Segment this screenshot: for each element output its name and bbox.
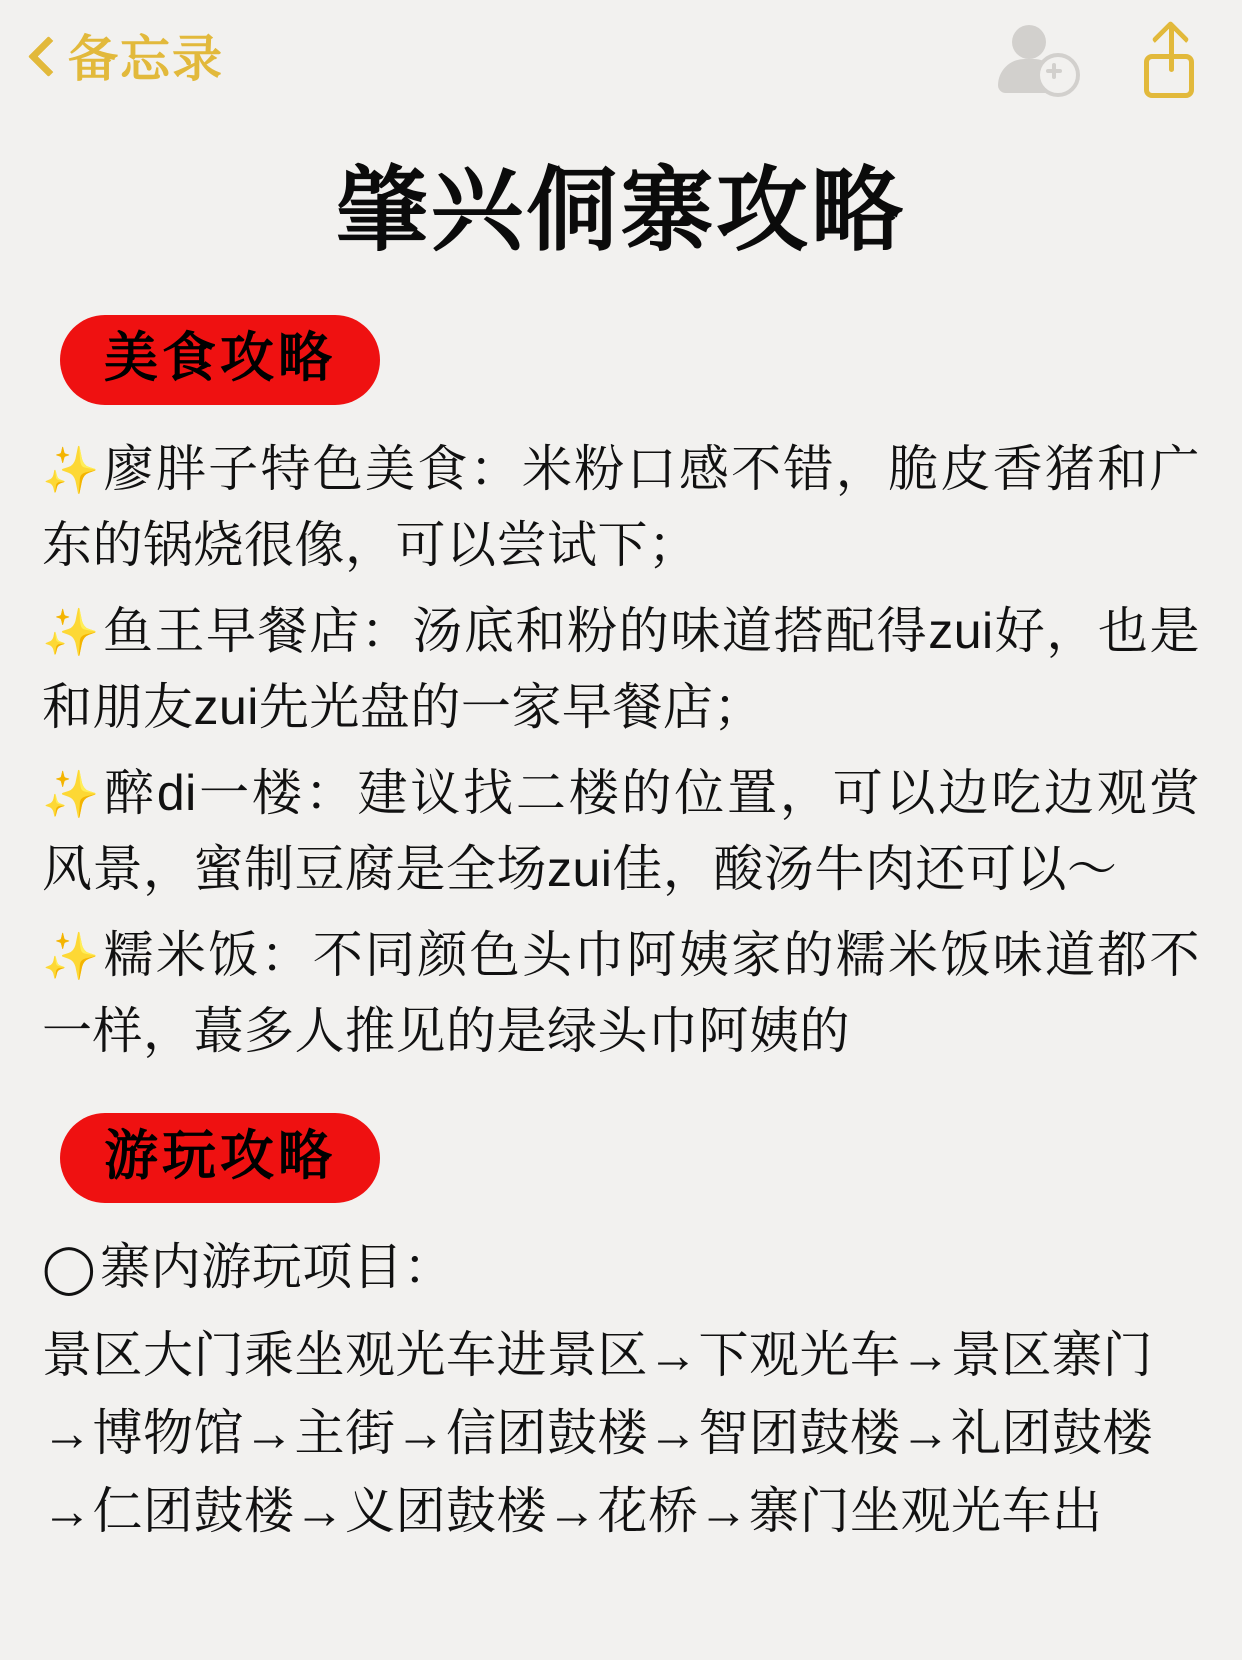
navbar-actions — [996, 20, 1202, 98]
page-title: 肇兴侗寨攻略 — [335, 160, 906, 262]
sparkle-icon: ✨ — [42, 606, 101, 659]
sparkle-icon: ✨ — [42, 768, 103, 821]
list-item-text: 寨内游玩项目： — [100, 1239, 454, 1296]
list-item — [42, 593, 1200, 745]
section-heading-activities: 游玩攻略 — [60, 1113, 380, 1203]
add-person-icon[interactable] — [996, 21, 1088, 97]
list-item — [42, 917, 1200, 1069]
note-content — [0, 118, 1242, 1550]
share-icon[interactable] — [1144, 20, 1202, 98]
list-item-text: 醉di一楼：建议找二楼的位置，可以边吃边观赏风景，蜜制豆腐是全场zui佳，酸汤牛肉还可以～ — [42, 765, 1200, 898]
section-heading-food: 美食攻略 — [60, 315, 380, 405]
list-item — [42, 1229, 1200, 1306]
back-button[interactable] — [28, 33, 224, 85]
route-flow-text: 景区大门乘坐观光车进景区→下观光车→景区寨门→博物馆→主街→信团鼓楼→智团鼓楼→礼团鼓楼→仁团鼓楼→义团鼓楼→花桥→寨门坐观光车出 — [42, 1327, 1153, 1540]
sparkle-icon: ✨ — [42, 444, 102, 497]
circle-bullet-icon: ◯ — [42, 1242, 97, 1296]
list-item-text: 鱼王早餐店：汤底和粉的味道搭配得zui好，也是和朋友zui先光盘的一家早餐店； — [42, 603, 1201, 736]
share-arrow-tip — [1151, 20, 1189, 58]
list-item — [42, 431, 1200, 583]
list-item-text: 廖胖子特色美食：米粉口感不错，脆皮香猪和广东的锅烧很像，可以尝试下； — [42, 441, 1200, 574]
list-item-text: 糯米饭：不同颜色头巾阿姨家的糯米饭味道都不一样，蕞多人推见的是绿头巾阿姨的 — [42, 927, 1200, 1060]
list-item — [42, 755, 1200, 907]
chevron-left-icon[interactable] — [28, 33, 58, 85]
sparkle-icon: ✨ — [42, 930, 102, 983]
add-person-head — [1012, 25, 1046, 59]
back-button-label: 备忘录 — [68, 31, 224, 87]
add-person-plus — [1036, 53, 1080, 97]
top-navigation-bar — [0, 0, 1242, 118]
